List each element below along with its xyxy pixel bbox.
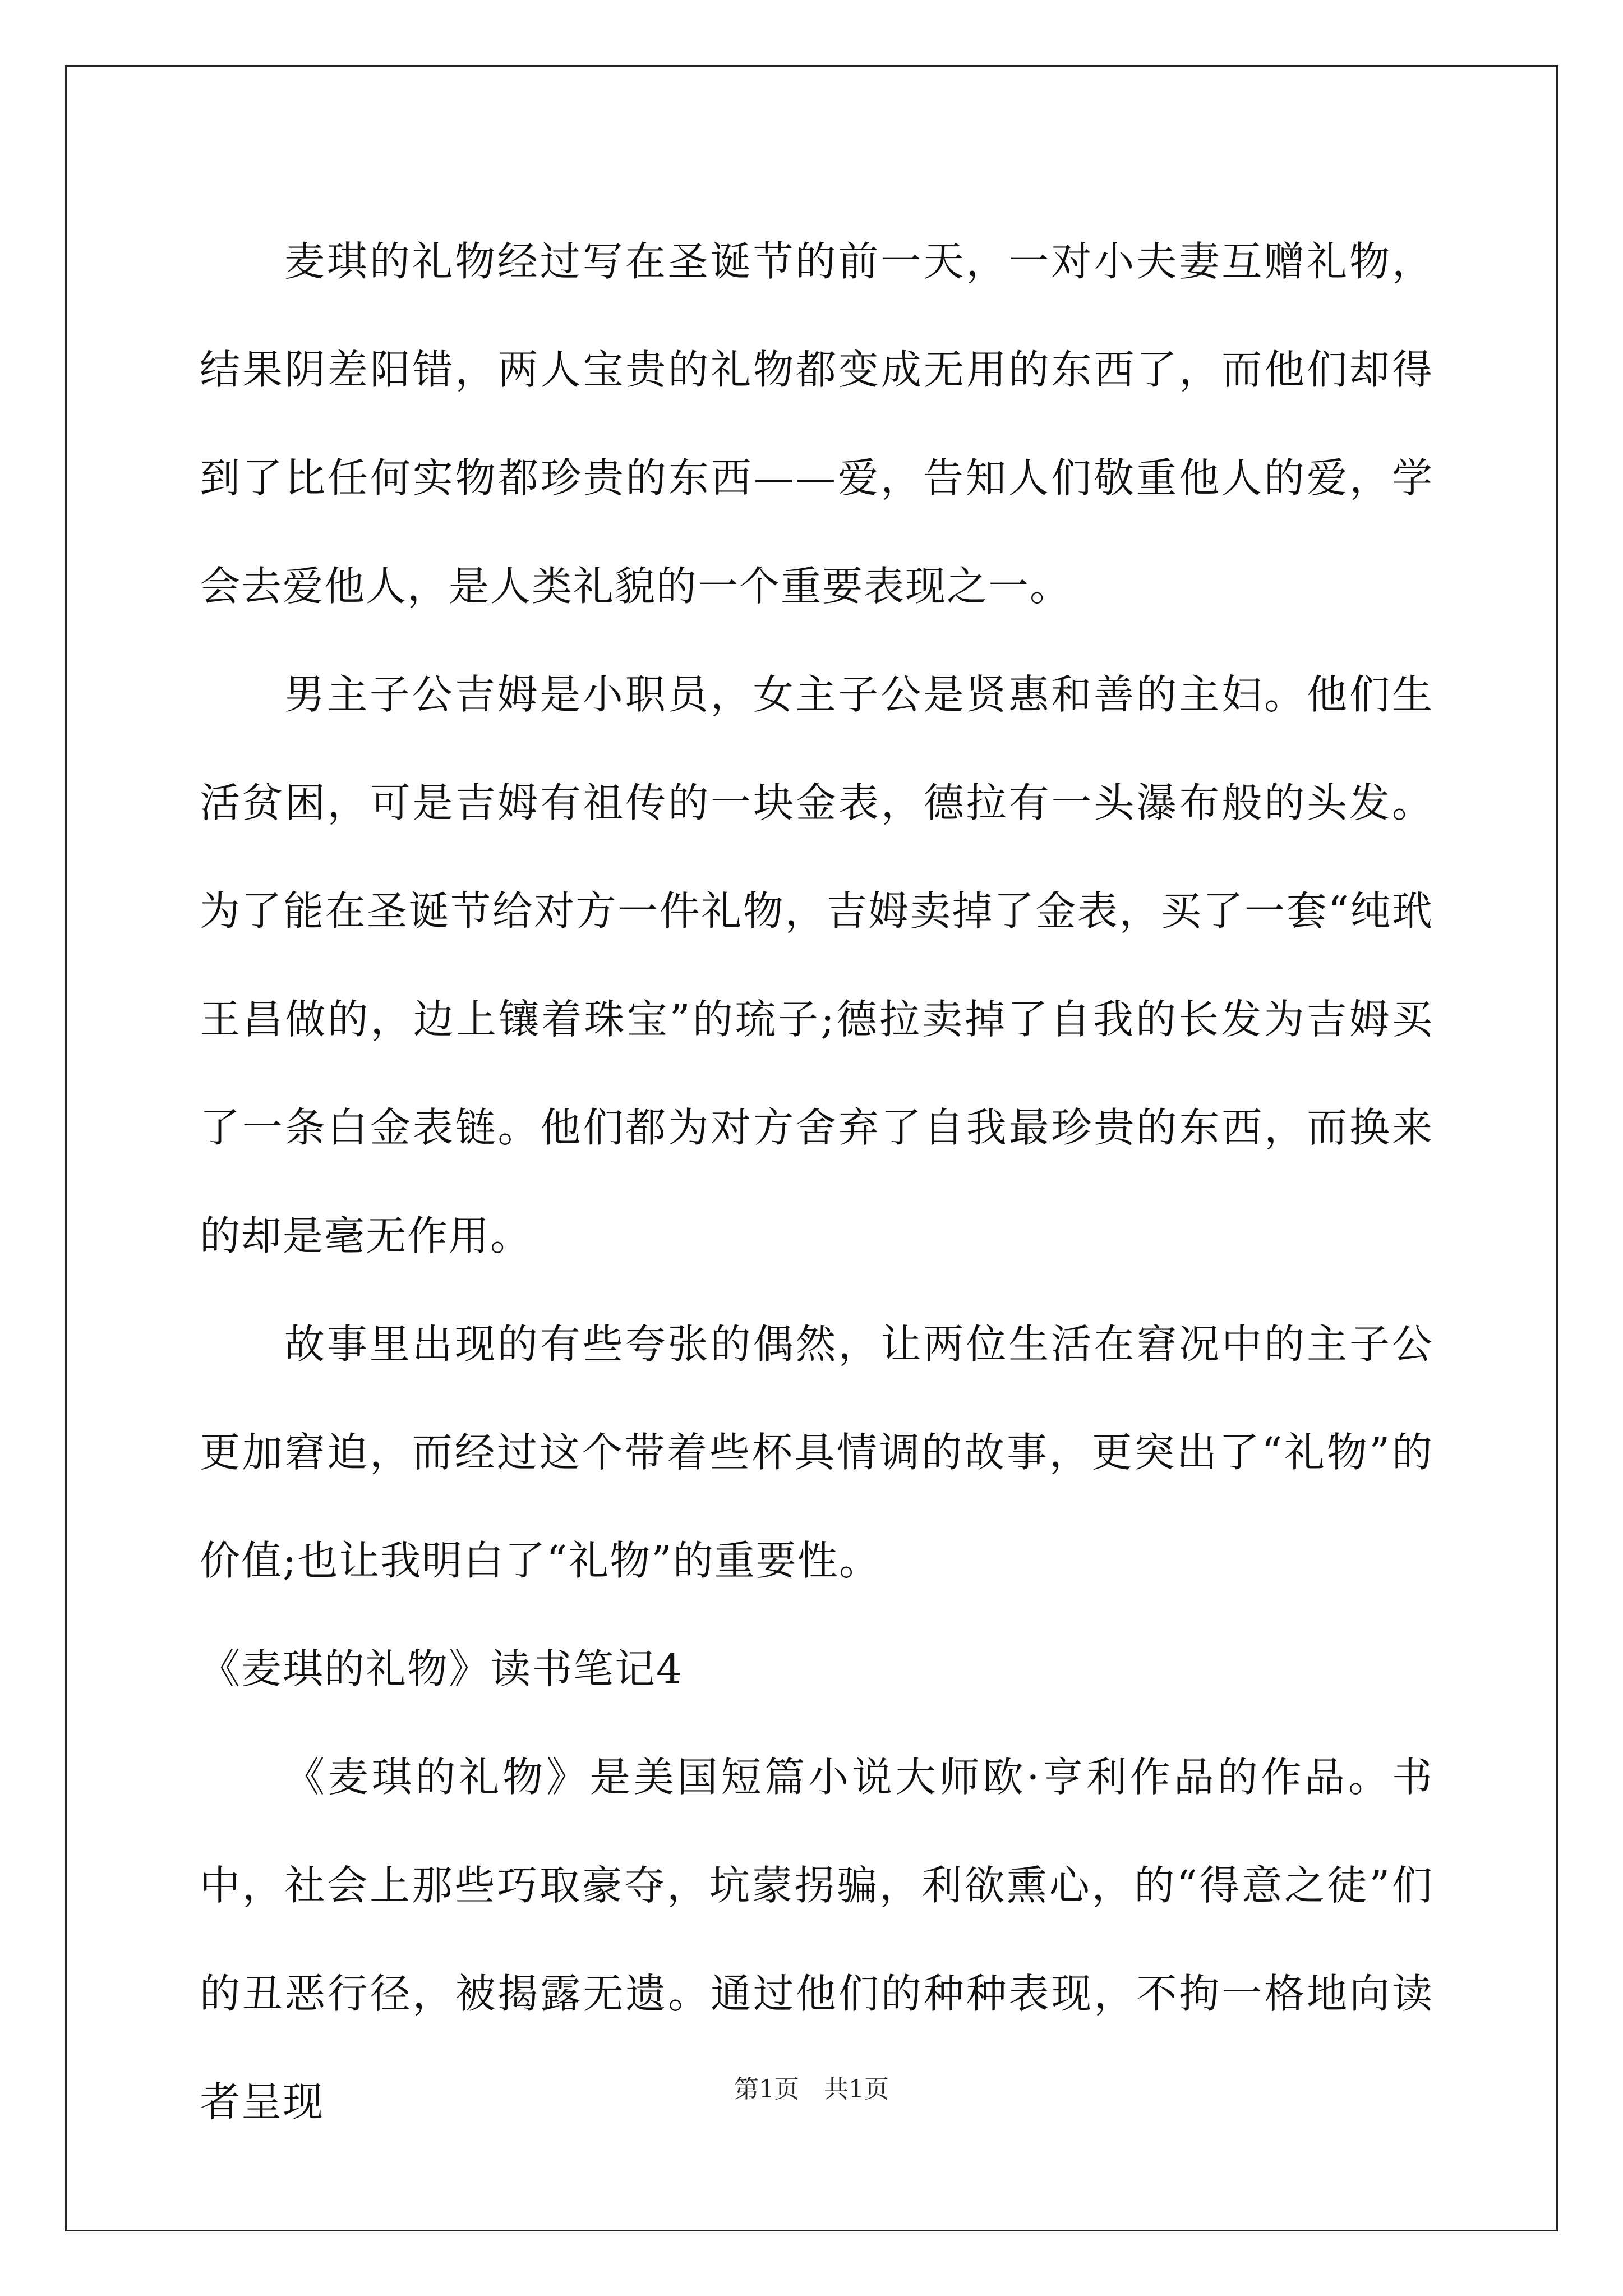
section-title: 《麦琪的礼物》读书笔记4 <box>200 1645 683 1692</box>
paragraph-2: 男主子公吉姆是小职员，女主子公是贤惠和善的主妇。他们生活贫困，可是吉姆有祖传的一块金表，德拉有一头瀑布般的头发。为了能在圣诞节给对方一件礼物，吉姆卖掉了金表，买了一套“纯玳王昌做的，边上镶着珠宝”的琉子;德拉卖掉了自我的长发为吉姆买了一条白金表链。他们都为对方舍弃了自我最珍贵的东西，而换来的却是毫无作用。 <box>200 671 1433 1259</box>
paragraph-1: 麦琪的礼物经过写在圣诞节的前一天，一对小夫妻互赠礼物，结果阴差阳错，两人宝贵的礼物都变成无用的东西了，而他们却得到了比任何实物都珍贵的东西——爱，告知人们敬重他人的爱，学会去爱他人，是人类礼貌的一个重要表现之一。 <box>200 238 1433 610</box>
page-footer: 第1页 共1页 <box>734 2075 889 2104</box>
paragraph-4: 《麦琪的礼物》是美国短篇小说大师欧·亨利作品的作品。书中，社会上那些巧取豪夺，坑蒙拐骗，利欲熏心，的“得意之徒”们的丑恶行径，被揭露无遗。通过他们的种种表现，不拘一格地向读者呈现 <box>200 1754 1433 2125</box>
paragraph-3: 故事里出现的有些夸张的偶然，让两位生活在窘况中的主子公更加窘迫，而经过这个带着些杯具情调的故事，更突出了“礼物”的价值;也让我明白了“礼物”的重要性。 <box>200 1320 1433 1584</box>
document-body <box>200 208 1433 2156</box>
